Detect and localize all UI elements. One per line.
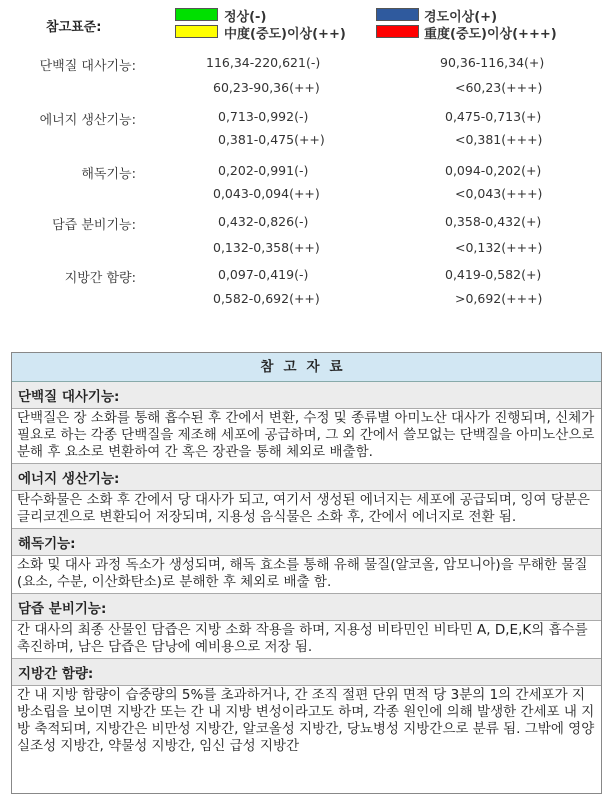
metric-label-protein: 단백질 대사기능: [39, 59, 136, 74]
reference-panel [11, 352, 602, 794]
metric-range-mild: 0,419-0,582(+) [445, 267, 542, 282]
reference-section-energy [12, 463, 601, 528]
legend-label-severe: 重度(중도)이상(+++) [424, 27, 557, 42]
metric-range-moderate: 60,23-90,36(++) [213, 80, 320, 95]
legend-swatch-normal [175, 8, 218, 21]
metric-range-moderate: 0,132-0,358(++) [213, 240, 320, 255]
metric-range-normal: 116,34-220,621(-) [206, 55, 321, 70]
metric-label-energy: 에너지 생산기능: [39, 113, 136, 128]
metric-range-normal: 0,097-0,419(-) [218, 267, 309, 282]
section-title: 에너지 생산기능: [12, 463, 601, 491]
metric-range-normal: 0,202-0,991(-) [218, 163, 309, 178]
reference-section-fatty-liver [12, 658, 601, 757]
metric-range-severe: >0,692(+++) [455, 291, 543, 306]
metric-range-mild: 0,475-0,713(+) [445, 109, 542, 124]
metric-label-detox: 해독기능: [81, 167, 136, 182]
metric-range-mild: 0,094-0,202(+) [445, 163, 542, 178]
metric-range-normal: 0,713-0,992(-) [218, 109, 309, 124]
section-title: 해독기능: [12, 528, 601, 556]
section-title: 담즙 분비기능: [12, 593, 601, 621]
metric-range-severe: <0,132(+++) [455, 240, 543, 255]
section-title: 단백질 대사기능: [12, 382, 601, 409]
section-body: 간 내 지방 함량이 습중량의 5%를 초과하거나, 간 조직 절편 단위 면적 당 3분의 1의 간세포가 지방소립을 보이면 지방간 또는 간 내 지방 변성이라고도 하며, 각종 원인에 의해 발생한 간세포 내 지방 축적되며, 지방간은 비만성 지방간, 알코올성 지방간, 당뇨병성 지방간으로 분류 됨. 그밖에 영양실조성 지방간, 약물성 지방간, 임신 급성 지방간 [17, 687, 595, 754]
metric-range-moderate: 0,381-0,475(++) [218, 132, 325, 147]
metric-range-severe: <0,043(+++) [455, 186, 543, 201]
legend-label-mild: 경도이상(+) [424, 10, 498, 25]
reference-section-protein [12, 382, 601, 463]
reference-section-bile [12, 593, 601, 658]
metric-range-severe: <60,23(+++) [455, 80, 543, 95]
metric-range-moderate: 0,582-0,692(++) [213, 291, 320, 306]
legend-swatch-severe [376, 25, 419, 38]
legend-swatch-moderate [175, 25, 218, 38]
reference-header: 참고자료 [12, 353, 601, 382]
legend-label-normal: 정상(-) [224, 10, 267, 25]
section-body: 간 대사의 최종 산물인 담즙은 지방 소화 작용을 하며, 지용성 비타민인 비타민 A, D,E,K의 흡수를 촉진하며, 남은 담즙은 담낭에 예비용으로 저장 됨. [17, 622, 588, 655]
legend-label-moderate: 中度(중도)이상(++) [224, 27, 346, 42]
metric-label-fatty-liver: 지방간 함량: [64, 271, 136, 286]
metric-range-mild: 90,36-116,34(+) [440, 55, 545, 70]
section-body: 소화 및 대사 과정 독소가 생성되며, 해독 효소를 통해 유해 물질(알코올, 암모니아)을 무해한 물질(요소, 수분, 이산화탄소)로 분해한 후 체외로 배출 함. [17, 557, 588, 590]
section-body: 탄수화물은 소화 후 간에서 당 대사가 되고, 여기서 생성된 에너지는 세포에 공급되며, 잉여 당분은 글리코겐으로 변환되어 저장되며, 지용성 음식물은 소화 후, 간에서 에너지로 전환 됨. [17, 492, 590, 525]
reference-section-detox [12, 528, 601, 593]
metric-label-bile: 담즙 분비기능: [52, 218, 136, 233]
section-title: 지방간 함량: [12, 658, 601, 686]
legend-swatch-mild [376, 8, 419, 21]
metric-range-normal: 0,432-0,826(-) [218, 214, 309, 229]
metric-range-severe: <0,381(+++) [455, 132, 543, 147]
metric-range-mild: 0,358-0,432(+) [445, 214, 542, 229]
section-body: 단백질은 장 소화를 통해 흡수된 후 간에서 변환, 수정 및 종류별 아미노산 대사가 진행되며, 신체가 필요로 하는 각종 단백질을 제조해 세포에 공급하며, 그 외 간에서 쓸모없는 단백질을 아미노산으로 분해 후 요소로 변환하여 간 혹은 장관을 통해 체외로 배출함. [17, 410, 595, 460]
legend-title: 참고표준: [46, 20, 102, 35]
metric-range-moderate: 0,043-0,094(++) [213, 186, 320, 201]
